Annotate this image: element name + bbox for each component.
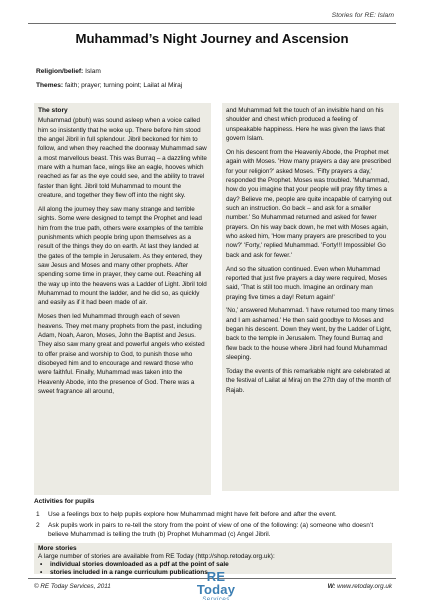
website-link[interactable]: www.retoday.org.uk <box>337 583 392 590</box>
activity-text: Ask pupils work in pairs to re-tell the story from the point of view of one of the following: (a) someone who doesn’t believe Muhammad is telling the truth (b) Prophet Muhammad (c) Angel Jibril. <box>48 522 374 538</box>
story-paragraph: Moses then led Muhammad through each of seven heavens. They met many prophets from the past, including Adam, Noah, Aaron, Moses, John the Baptist and Jesus. They also saw many great and powerful angels who existed to offer praise and worship to God, to punish those who disobeyed him and to encourage and reward those who were faithful. Finally, Muhammad was taken into the Heavenly Abode, into the presence of God. There was a sweet fragrance all around, <box>38 313 205 395</box>
activities-section <box>34 498 394 542</box>
re-today-logo <box>186 569 246 600</box>
story-paragraph: and Muhammad felt the touch of an invisible hand on his shoulder and chest which produced a feeling of unspeakable happiness. Here he was given the laws that govern Islam. <box>226 107 385 143</box>
more-stories-bullet <box>38 561 388 569</box>
story-paragraph: Muhammad (pbuh) was sound asleep when a voice called him so insistently that he woke up. There before him stood the angel Jibril in full splendour. Jibril beckoned for him to follow, and when they reached the doorway Muhammad saw a most marvellous beast. This was Burraq – a dazzling white mare with a human face, wings like an eagle, hooves which reached as far as the eye could see, and the ability to travel faster than light. Jibril told Muhammad to mount the creature, and together they flew off into the night sky. <box>38 117 207 200</box>
story-heading: The story <box>38 107 68 114</box>
story-paragraph: 'No,' answered Muhammad. 'I have returned too many times and I am ashamed.' He then said goodbye to Moses and began his descent. Down they went, by the Ladder of Light, back to the temple in Jerusalem. They found Burraq and flew back to the house where Jibril had found Muhammad sleeping. <box>226 307 394 362</box>
story-paragraph: And so the situation continued. Even when Muhammad reported that just five prayers a day were required, Moses said, 'That is still too much. Imagine an ordinary man praying five times a day! Return again!' <box>226 265 387 301</box>
more-stories-intro: A large number of stories are available from RE Today (http://shop.retoday.org.uk): <box>38 553 275 560</box>
copyright-text: © RE Today Services, 2011 <box>34 583 111 590</box>
activity-item <box>34 511 394 520</box>
activity-text: Use a feelings box to help pupils explore how Muhammad might have felt before and after the event. <box>48 510 337 518</box>
activity-number: 2 <box>36 522 40 530</box>
bullet-icon: • <box>40 561 43 568</box>
website-line <box>328 583 392 590</box>
website-label: W: <box>327 583 336 590</box>
religion-label: Religion/belief: <box>36 68 84 75</box>
story-paragraph: Today the events of this remarkable night are celebrated at the festival of Lailat al Miraj on the 27th day of the month of Rajab. <box>226 367 391 394</box>
page-title: Muhammad’s Night Journey and Ascension <box>75 31 349 46</box>
religion-line <box>36 68 101 76</box>
activities-heading: Activities for pupils <box>34 498 95 505</box>
header-divider <box>28 23 396 24</box>
bullet-text: individual stories downloaded as a pdf at the point of sale <box>50 561 229 568</box>
logo-sub-text: Services <box>202 597 230 600</box>
bullet-icon: • <box>40 569 43 576</box>
themes-value: faith; prayer; turning point; Lailat al Miraj <box>64 82 183 89</box>
story-paragraph: On his descent from the Heavenly Abode, the Prophet met again with Moses. 'How many prayers a day are prescribed for your religion?' asked Moses. 'Fifty prayers a day,' responded the Prophet. Moses was troubled. 'Muhammad, how do you imagine that your people will pray fifty times a day? Believe me, people are quite incapable of carrying out such an instruction. Go back – and ask for a smaller number.' So Muhammad returned and asked for fewer prayers. On his way back down, he met with Moses again, who asked him, 'How many prayers are prescribed to you now?' 'Forty,' replied Muhammad. 'Forty!!! Impossible! Go back and ask for fewer.' <box>226 148 392 259</box>
activity-number: 1 <box>36 510 40 518</box>
story-column-right <box>222 103 399 491</box>
logo-main-text: RE Today <box>196 569 236 597</box>
story-column-left <box>34 103 211 495</box>
bullet-text: stories included in a range curriculum publications <box>50 569 208 576</box>
activity-item <box>34 522 394 539</box>
story-paragraph: All along the journey they saw many strange and terrible sights. Some were designed to tempt the Prophet and lead him from the true path, others were examples of the terrible punishments which people bring upon themselves as a result of the things they do on earth. At last they landed at the gates of the temple in Jerusalem. As they entered, they saw Jesus and Moses and many other prophets. After spending some time in prayer, they came out. Reaching all the way up into the heavens was a Ladder of Light. Jibril told Muhammad to mount the ladder, and he did so, as quickly and easily as if it had been made of air. <box>38 205 207 307</box>
series-label: Stories for RE: Islam <box>331 12 394 19</box>
themes-label: Themes: <box>36 82 64 89</box>
themes-line <box>36 82 182 90</box>
religion-value: Islam <box>85 68 101 75</box>
more-stories-heading: More stories <box>38 545 77 552</box>
